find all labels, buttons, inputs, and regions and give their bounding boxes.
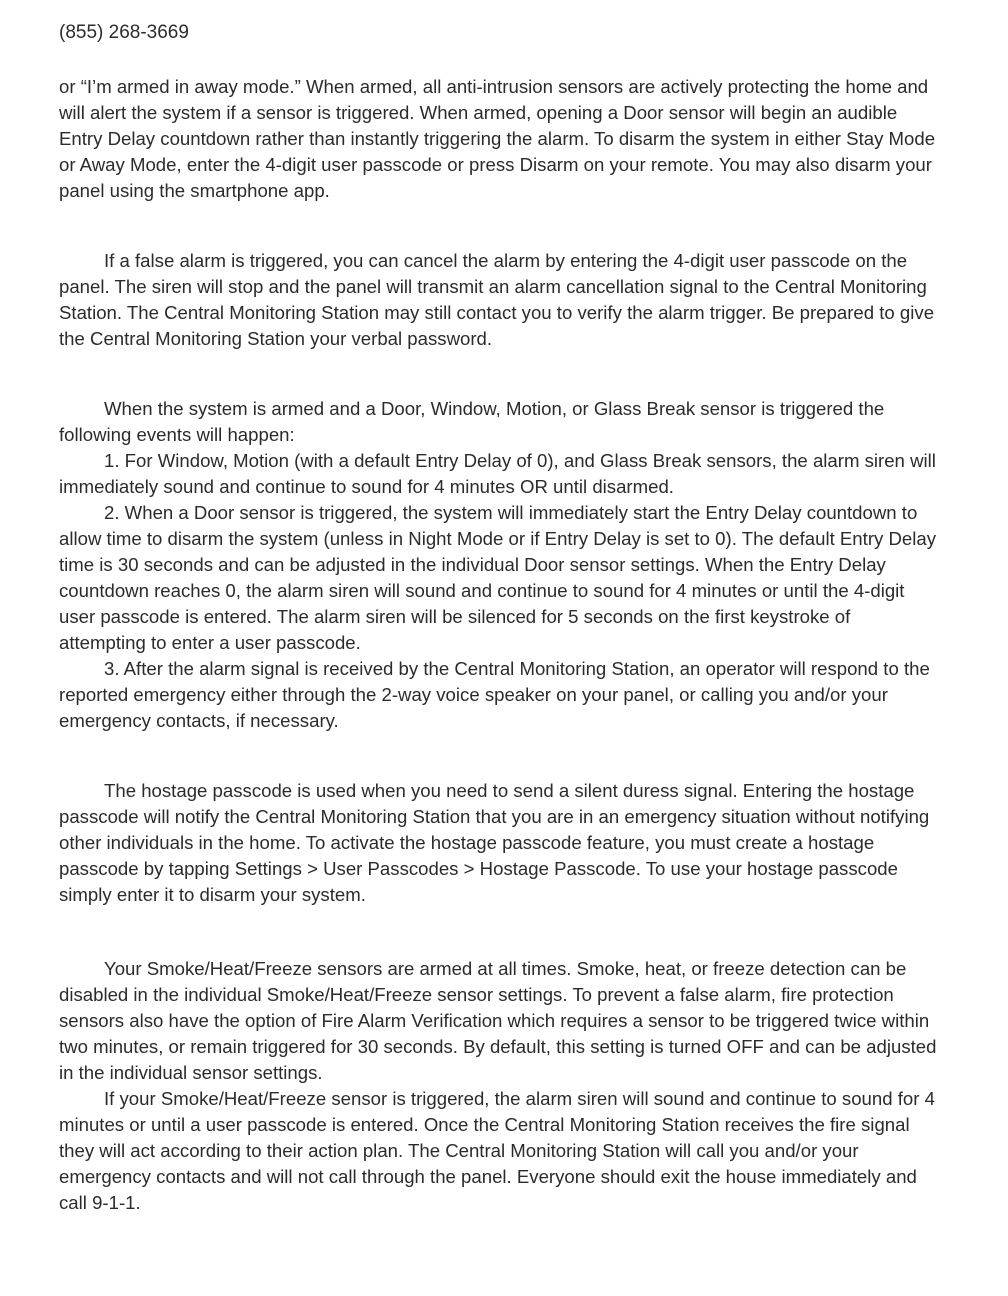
arming-paragraph: or “I’m armed in away mode.” When armed, all anti-intrusion sensors are actively protecting the home and will alert the system if a sensor is triggered. When armed, opening a Door sensor will begin an audible Entry Delay countdown rather than instantly triggering the alarm. To disarm the system in either Stay Mode or Away Mode, enter the 4-digit user passcode or press Disarm on your remote. You may also disarm your panel using the smartphone app. (59, 76, 936, 201)
list-item: 1. For Window, Motion (with a default Entry Delay of 0), and Glass Break sensors, the alarm siren will immediately sound and continue to sound for 4 minutes OR until disarmed. (59, 450, 936, 497)
fire-paragraph-1: Your Smoke/Heat/Freeze sensors are armed at all times. Smoke, heat, or freeze detection can be disabled in the individual Smoke/Heat/Freeze sensor settings. To prevent a false alarm, fire protection sensors also have the option of Fire Alarm Verification which requires a sensor to be triggered twice within two minutes, or remain triggered for 30 seconds. By default, this setting is turned OFF and can be adjusted in the individual sensor settings. (59, 958, 937, 1083)
phone-number: (855) 268-3669 (59, 22, 189, 43)
fire-paragraph-2: If your Smoke/Heat/Freeze sensor is triggered, the alarm siren will sound and continue to sound for 4 minutes or until a user passcode is entered. Once the Central Monitoring Station receives the fire signal they will act according to their action plan. The Central Monitoring Station will call you and/or your emergency contacts and will not call through the panel. Everyone should exit the house immediately and call 9-1-1. (59, 1088, 935, 1213)
list-item: 3. After the alarm signal is received by the Central Monitoring Station, an operator will respond to the reported emergency either through the 2-way voice speaker on your panel, or calling you and/or your emergency contacts, if necessary. (59, 658, 930, 731)
sensor-events-section (59, 396, 939, 734)
hostage-section (59, 778, 939, 908)
list-item: 2. When a Door sensor is triggered, the system will immediately start the Entry Delay countdown to allow time to disarm the system (unless in Night Mode or if Entry Delay is set to 0). The default Entry Delay time is 30 seconds and can be adjusted in the individual Door sensor settings. When the Entry Delay countdown reaches 0, the alarm siren will sound and continue to sound for 4 minutes or until the 4-digit user passcode is entered. The alarm siren will be silenced for 5 seconds on the first keystroke of attempting to enter a user passcode. (59, 502, 937, 653)
fire-section (59, 956, 939, 1216)
sensor-events-intro: When the system is armed and a Door, Window, Motion, or Glass Break sensor is triggered the following events will happen: (59, 398, 885, 445)
arming-section (59, 74, 939, 204)
false-alarm-paragraph: If a false alarm is triggered, you can cancel the alarm by entering the 4-digit user passcode on the panel. The siren will stop and the panel will transmit an alarm cancellation signal to the Central Monitoring Station. The Central Monitoring Station may still contact you to verify the alarm trigger. Be prepared to give the Central Monitoring Station your verbal password. (59, 250, 935, 349)
false-alarm-section (59, 248, 939, 352)
hostage-paragraph: The hostage passcode is used when you need to send a silent duress signal. Entering the hostage passcode will notify the Central Monitoring Station that you are in an emergency situation without notifying other individuals in the home. To activate the hostage passcode feature, you must create a hostage passcode by tapping Settings > User Passcodes > Hostage Passcode. To use your hostage passcode simply enter it to disarm your system. (59, 780, 930, 905)
